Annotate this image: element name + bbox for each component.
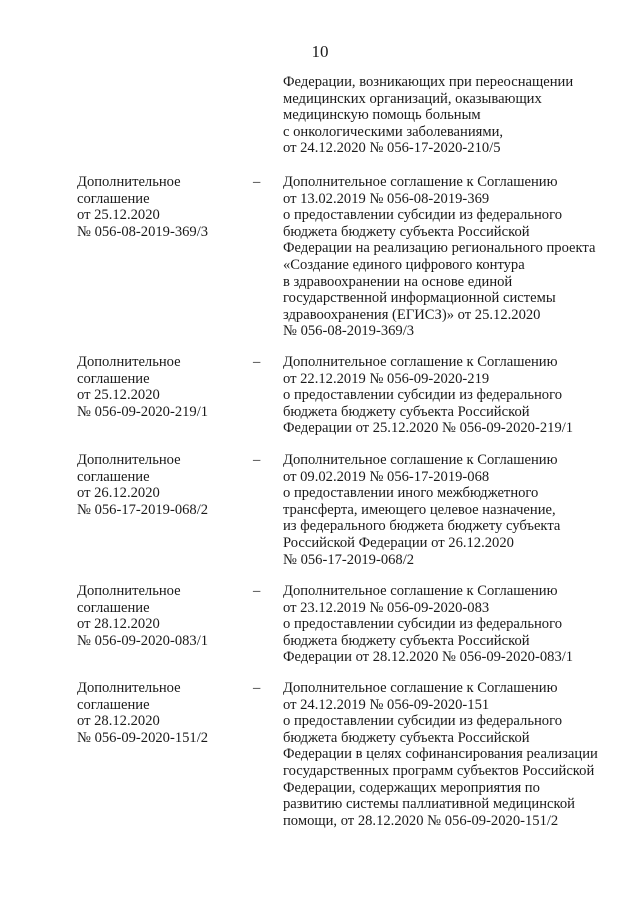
- agreement-description: [283, 452, 623, 568]
- reference-line: Дополнительное: [77, 354, 181, 370]
- description-line: о предоставлении субсидии из федерального: [283, 713, 562, 730]
- agreement-description: [283, 354, 623, 437]
- agreement-description: [283, 680, 623, 829]
- agreement-description: [283, 174, 623, 340]
- reference-line: № 056-09-2020-219/1: [77, 403, 209, 420]
- description-line: бюджета бюджету субъекта Российской: [283, 632, 530, 649]
- text-line: с онкологическими заболеваниями,: [283, 123, 504, 140]
- reference-line: соглашение: [77, 599, 150, 616]
- text-line: медицинских организаций, оказывающих: [283, 90, 542, 107]
- reference-line: Дополнительное: [77, 452, 181, 468]
- description-line: Дополнительное соглашение к Соглашению: [283, 680, 558, 696]
- description-line: о предоставлении иного межбюджетного: [283, 485, 539, 502]
- dash-separator: –: [253, 680, 261, 696]
- reference-line: от 26.12.2020: [77, 485, 160, 502]
- reference-line: от 28.12.2020: [77, 713, 160, 730]
- page-number: 10: [311, 42, 329, 61]
- description-line: бюджета бюджету субъекта Российской: [283, 729, 530, 746]
- continuation-text: [283, 74, 613, 157]
- reference-line: Дополнительное: [77, 680, 181, 696]
- description-line: Дополнительное соглашение к Соглашению: [283, 452, 558, 468]
- description-line: трансферта, имеющего целевое назначение,: [283, 501, 556, 518]
- dash-separator: –: [253, 174, 261, 190]
- reference-line: Дополнительное: [77, 583, 181, 599]
- description-line: государственных программ субъектов Российской: [283, 762, 595, 779]
- description-line: в здравоохранении на основе единой: [283, 273, 513, 290]
- description-line: от 13.02.2019 № 056-08-2019-369: [283, 190, 490, 207]
- text-line: Федерации, возникающих при переоснащении: [283, 74, 574, 90]
- reference-line: соглашение: [77, 190, 150, 207]
- description-line: помощи, от 28.12.2020 № 056-09-2020-151/2: [283, 812, 559, 829]
- description-line: бюджета бюджету субъекта Российской: [283, 223, 530, 240]
- description-line: № 056-08-2019-369/3: [283, 323, 415, 340]
- reference-line: Дополнительное: [77, 174, 181, 190]
- reference-line: от 25.12.2020: [77, 387, 160, 404]
- description-line: здравоохранения (ЕГИСЗ)» от 25.12.2020: [283, 306, 541, 323]
- text-line: медицинскую помощь больным: [283, 107, 481, 124]
- agreement-description: [283, 583, 623, 666]
- agreement-reference: [77, 452, 247, 518]
- description-line: Федерации от 25.12.2020 № 056-09-2020-219/1: [283, 420, 574, 437]
- dash-separator: –: [253, 452, 261, 468]
- description-line: от 09.02.2019 № 056-17-2019-068: [283, 468, 490, 485]
- description-line: о предоставлении субсидии из федерального: [283, 387, 562, 404]
- description-line: Дополнительное соглашение к Соглашению: [283, 354, 558, 370]
- dash-separator: –: [253, 583, 261, 599]
- description-line: № 056-17-2019-068/2: [283, 551, 415, 568]
- agreement-reference: [77, 354, 247, 420]
- description-line: развитию системы паллиативной медицинской: [283, 796, 575, 813]
- description-line: о предоставлении субсидии из федерального: [283, 616, 562, 633]
- reference-line: № 056-09-2020-151/2: [77, 729, 209, 746]
- description-line: Дополнительное соглашение к Соглашению: [283, 174, 558, 190]
- description-line: из федерального бюджета бюджету субъекта: [283, 518, 561, 535]
- description-line: Дополнительное соглашение к Соглашению: [283, 583, 558, 599]
- agreement-reference: [77, 174, 247, 240]
- description-line: Федерации на реализацию регионального проекта: [283, 240, 596, 257]
- reference-line: от 25.12.2020: [77, 207, 160, 224]
- description-line: государственной информационной системы: [283, 290, 556, 307]
- description-line: о предоставлении субсидии из федерального: [283, 207, 562, 224]
- agreement-reference: [77, 583, 247, 649]
- description-line: от 22.12.2019 № 056-09-2020-219: [283, 370, 490, 387]
- reference-line: № 056-17-2019-068/2: [77, 501, 209, 518]
- reference-line: соглашение: [77, 370, 150, 387]
- reference-line: № 056-08-2019-369/3: [77, 223, 209, 240]
- agreement-reference: [77, 680, 247, 746]
- description-line: бюджета бюджету субъекта Российской: [283, 403, 530, 420]
- dash-separator: –: [253, 354, 261, 370]
- reference-line: от 28.12.2020: [77, 616, 160, 633]
- description-line: от 23.12.2019 № 056-09-2020-083: [283, 599, 490, 616]
- reference-line: соглашение: [77, 468, 150, 485]
- reference-line: № 056-09-2020-083/1: [77, 632, 209, 649]
- description-line: «Создание единого цифрового контура: [283, 256, 525, 273]
- description-line: Федерации от 28.12.2020 № 056-09-2020-083/1: [283, 649, 574, 666]
- description-line: Российской Федерации от 26.12.2020: [283, 534, 514, 551]
- description-line: Федерации, содержащих мероприятия по: [283, 779, 540, 796]
- description-line: Федерации в целях софинансирования реализации: [283, 746, 598, 763]
- text-line: от 24.12.2020 № 056-17-2020-210/5: [283, 140, 501, 157]
- reference-line: соглашение: [77, 696, 150, 713]
- description-line: от 24.12.2019 № 056-09-2020-151: [283, 696, 490, 713]
